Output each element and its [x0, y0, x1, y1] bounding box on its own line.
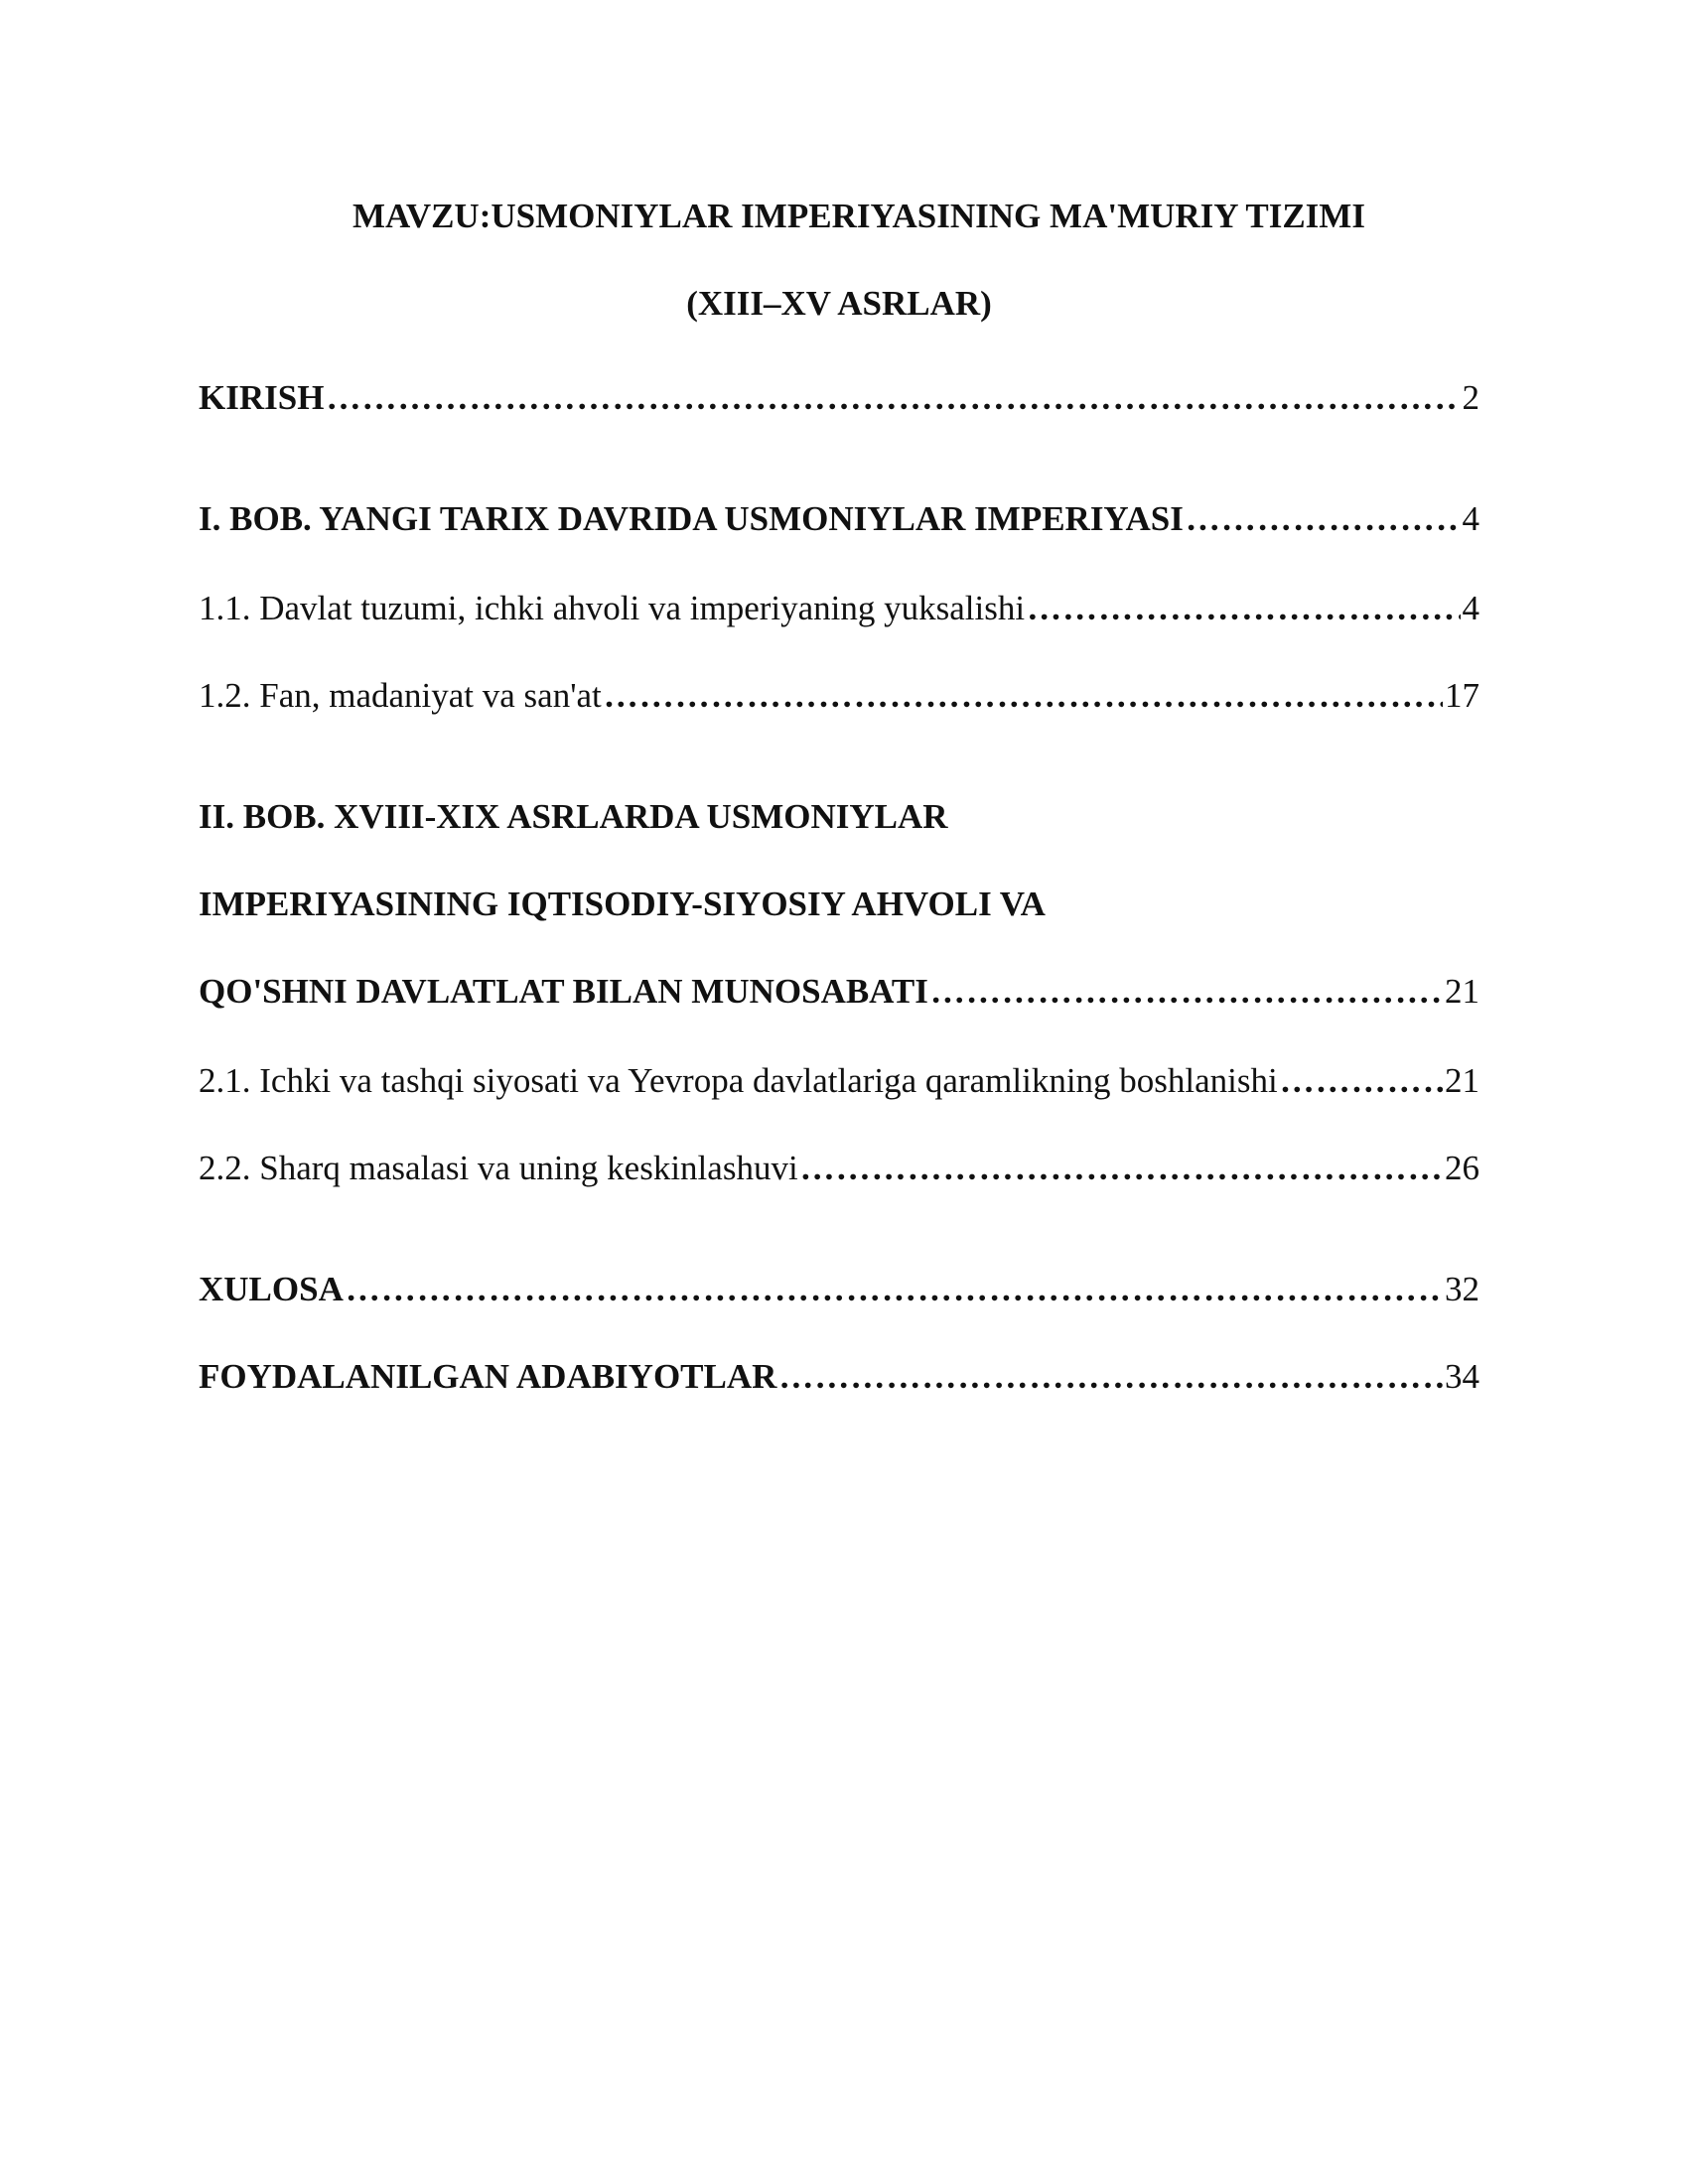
toc-page-number: 17: [1445, 676, 1479, 715]
toc-entry-section-2-2: [199, 1144, 1479, 1193]
toc-page-number: 32: [1445, 1270, 1479, 1308]
toc-leader-dots: [778, 1352, 1443, 1402]
toc-leader-dots: [1027, 584, 1460, 633]
toc-page-number: 21: [1445, 972, 1479, 1011]
document-subtitle: (XIII–XV ASRLAR): [686, 284, 992, 323]
toc-label: I. BOB. YANGI TARIX DAVRIDA USMONIYLAR IMPERIYASI: [199, 499, 1184, 538]
toc-label: QO'SHNI DAVLATLAT BILAN MUNOSABATI: [199, 972, 928, 1011]
toc-entry-bibliography: [199, 1352, 1479, 1402]
toc-leader-dots: [604, 671, 1443, 721]
toc-page-number: 34: [1445, 1357, 1479, 1396]
toc-label: 1.1. Davlat tuzumi, ichki ahvoli va imperiyaning yuksalishi: [199, 589, 1026, 627]
toc-entry-kirish: [199, 373, 1479, 423]
toc-entry-chapter-1: [199, 494, 1479, 544]
toc-page-number: 2: [1462, 378, 1479, 417]
toc-entry-section-1-1: [199, 584, 1479, 633]
toc-chapter-2-title-line-1: II. BOB. XVIII-XIX ASRLARDA USMONIYLAR: [199, 797, 948, 836]
toc-leader-dots: [1280, 1056, 1443, 1106]
toc-entry-chapter-2: [199, 967, 1479, 1017]
toc-page-number: 4: [1462, 499, 1479, 538]
toc-label: 2.1. Ichki va tashqi siyosati va Yevropa davlatlariga qaramlikning boshlanishi: [199, 1061, 1278, 1100]
toc-leader-dots: [800, 1144, 1443, 1193]
toc-label: 1.2. Fan, madaniyat va san'at: [199, 676, 602, 715]
toc-leader-dots: [346, 1265, 1443, 1314]
toc-label: KIRISH: [199, 378, 325, 417]
toc-label: FOYDALANILGAN ADABIYOTLAR: [199, 1357, 777, 1396]
toc-page-number: 26: [1445, 1149, 1479, 1187]
toc-page-number: 4: [1462, 589, 1479, 627]
toc-label: 2.2. Sharq masalasi va uning keskinlashuvi: [199, 1149, 798, 1187]
toc-entry-section-1-2: [199, 671, 1479, 721]
toc-entry-xulosa: [199, 1265, 1479, 1314]
document-title: MAVZU:USMONIYLAR IMPERIYASINING MA'MURIY TIZIMI: [352, 197, 1365, 235]
toc-chapter-2-title-line-2: IMPERIYASINING IQTISODIY-SIYOSIY AHVOLI VA: [199, 885, 1046, 923]
toc-leader-dots: [326, 373, 1460, 423]
toc-leader-dots: [930, 967, 1443, 1017]
toc-label: XULOSA: [199, 1270, 344, 1308]
toc-leader-dots: [1186, 494, 1461, 544]
toc-page-number: 21: [1445, 1061, 1479, 1100]
toc-entry-section-2-1: [199, 1056, 1479, 1106]
